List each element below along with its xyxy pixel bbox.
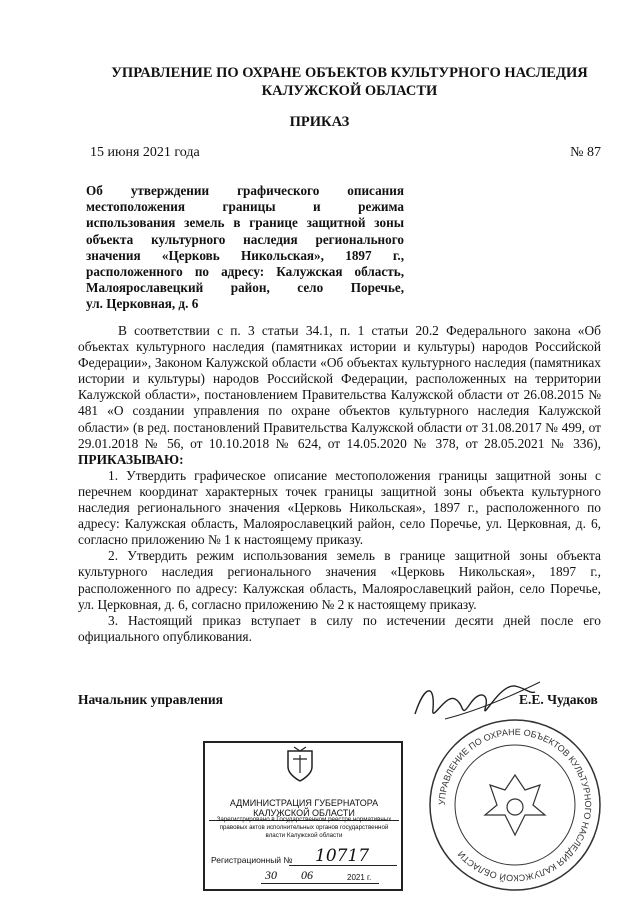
coat-of-arms-icon <box>280 745 320 785</box>
document-type: ПРИКАЗ <box>289 114 350 130</box>
stamp-reg-label: Регистрационный № <box>211 855 293 865</box>
seal-ring-text-path: УПРАВЛЕНИЕ ПО ОХРАНЕ ОБЪЕКТОВ КУЛЬТУРНОГО НАСЛЕДИЯ КАЛУЖСКОЙ ОБЛАСТИ <box>436 726 594 884</box>
signatory-role: Начальник управления <box>78 692 223 707</box>
subject-line: Об утверждении графического описания <box>86 183 404 198</box>
order-item-3: 3. Настоящий приказ вступает в силу по истечении десяти дней после его официального опубликования. <box>78 612 601 644</box>
stamp-organization: АДМИНИСТРАЦИЯ ГУБЕРНАТОРА КАЛУЖСКОЙ ОБЛАСТИ <box>209 798 399 821</box>
order-word: ПРИКАЗЫВАЮ: <box>78 451 184 467</box>
subject-line: использования земель в границе защитной зоны <box>86 215 404 231</box>
subject-line: Малоярославецкий район, село Поречье, <box>86 280 404 296</box>
signatory-name: Е.Е. Чудаков <box>519 692 598 707</box>
order-subject <box>86 183 404 313</box>
stamp-reg-year: 2021 г. <box>347 873 372 882</box>
stamp-reg-day: 30 <box>265 868 277 882</box>
subject-line: ул. Церковная, д. 6 <box>86 296 199 312</box>
stamp-registered-text: Зарегистрировано в Государственном реестре нормативных правовых актов исполнительных органов государственной власти Калужской области <box>216 816 392 839</box>
seal-ring-text <box>437 727 593 883</box>
double-eagle-emblem <box>485 775 545 835</box>
agency-title <box>60 64 639 100</box>
registration-stamp <box>203 741 403 891</box>
document-number: № 87 <box>570 145 601 160</box>
stamp-reg-underline <box>289 865 397 866</box>
subject-line: расположенного по адресу: Калужская область, <box>86 264 404 280</box>
subject-line: объекта культурного наследия регионального <box>86 231 404 247</box>
stamp-reg-month: 06 <box>301 868 313 882</box>
stamp-reg-number: 10717 <box>315 846 370 866</box>
subject-line: значения «Церковь Никольская», 1897 г., <box>86 247 404 263</box>
preamble-text: В соответствии с п. 3 статьи 34.1, п. 1 статьи 20.2 Федерального закона «Об объектах культурного наследия (памятниках истории и культуры) народов Российской Федерации», Законом Калужской области «Об объектах культурного наследия (памятниках истории и культуры) народов Российской Федерации, расположенных на территории Калужской области», постановлением Правительства Калужской области от 26.08.2015 № 481 «О создании управления по охране объектов культурного наследия Калужской области» (в ред. постановлений Правительства Калужской области от 31.08.2017 № 499, от 29.01.2018 № 56, от 10.10.2018 № 624, от 14.05.2020 № 378, от 28.05.2021 № 336), <box>78 323 601 451</box>
agency-title-line2: КАЛУЖСКОЙ ОБЛАСТИ <box>261 83 438 99</box>
stamp-date-underline <box>261 883 379 884</box>
preamble-paragraph <box>78 323 601 468</box>
order-body <box>78 323 601 645</box>
order-item-2: 2. Утвердить режим использования земель в границе защитной зоны объекта культурного наследия регионального значения «Церковь Никольская», 1897 г., расположенного по адресу: Калужская область, Малоярославецкий район, село Поречье, ул. Церковная, д. 6, согласно приложению № 2 к настоящему приказу. <box>78 548 601 612</box>
subject-line: местоположения границы и режима <box>86 199 404 215</box>
official-seal <box>425 715 605 895</box>
order-item-1: 1. Утвердить графическое описание местоположения границы защитной зоны с перечнем координат характерных точек границы защитной зоны объекта культурного наследия регионального значения «Церковь Никольская», 1897 г., расположенного по адресу: Калужская область, Малоярославецкий район, село Поречье, ул. Церковная, д. 6, согласно приложению № 1 к настоящему приказу. <box>78 467 601 548</box>
agency-title-line1: УПРАВЛЕНИЕ ПО ОХРАНЕ ОБЪЕКТОВ КУЛЬТУРНОГО НАСЛЕДИЯ <box>111 65 588 81</box>
document-date: 15 июня 2021 года <box>90 145 200 160</box>
